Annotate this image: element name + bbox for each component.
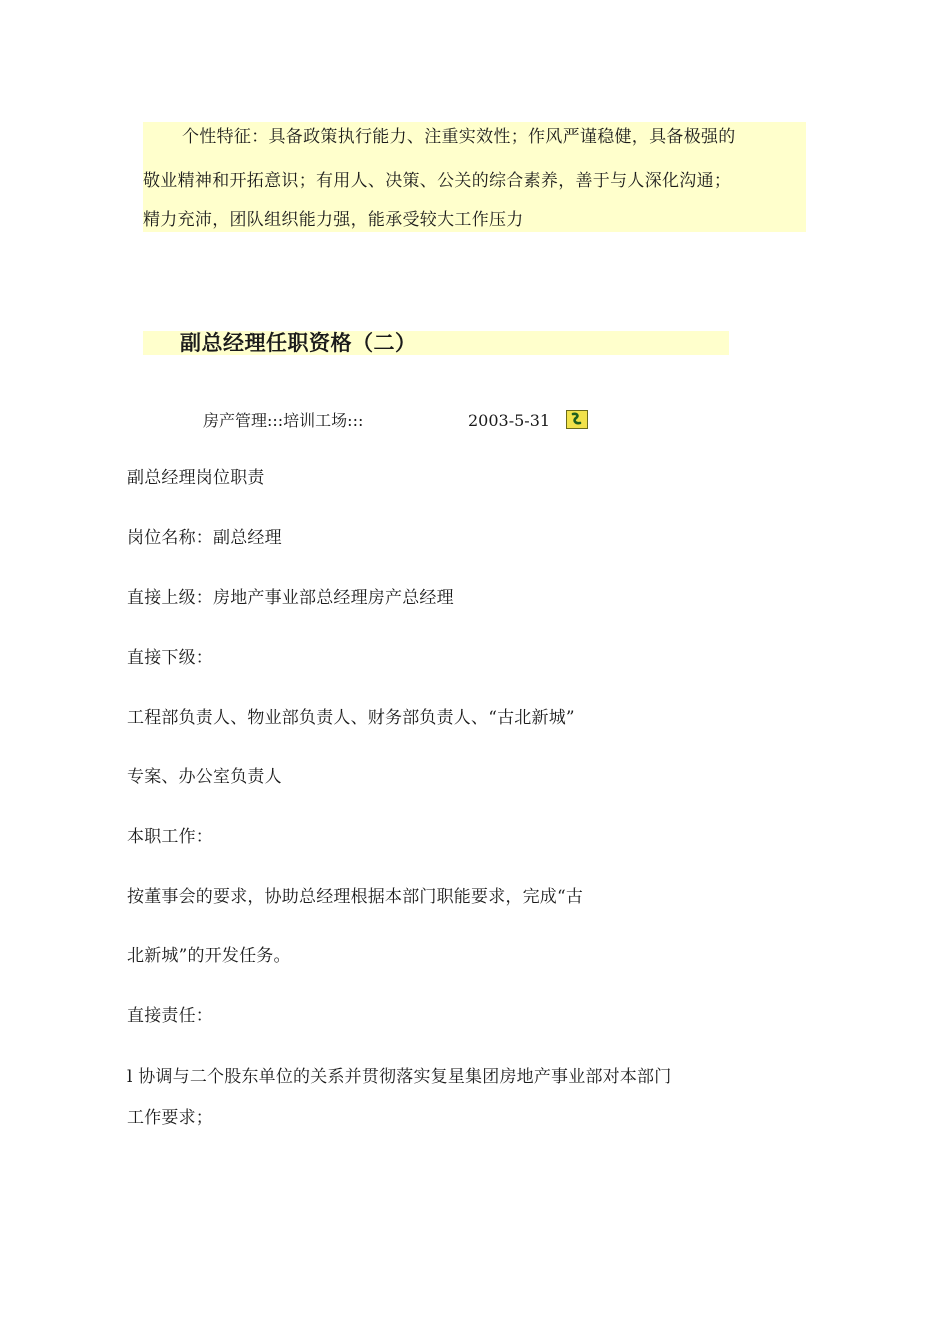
intro-line-1: 个性特征：具备政策执行能力、注重实效性；作风严谨稳健，具备极强的 <box>182 127 736 147</box>
body-line: 工程部负责人、物业部负责人、财务部负责人、“古北新城” <box>127 708 575 728</box>
intro-line-3: 精力充沛，团队组织能力强，能承受较大工作压力 <box>143 210 524 230</box>
body-line: 直接责任： <box>127 1006 213 1026</box>
body-line: 副总经理岗位职责 <box>127 468 265 488</box>
body-line: 按董事会的要求，协助总经理根据本部门职能要求，完成“古 <box>127 887 584 907</box>
body-line: 直接下级： <box>127 648 213 668</box>
body-line: 直接上级：房地产事业部总经理房产总经理 <box>127 588 454 608</box>
article-date: 2003-5-31 <box>468 411 551 430</box>
article-source: 房产管理:::培训工场::: <box>203 411 364 430</box>
body-line: 专案、办公室负责人 <box>127 767 282 787</box>
body-line: 工作要求； <box>127 1108 213 1128</box>
body-line: 岗位名称：副总经理 <box>127 528 282 548</box>
body-line: l 协调与二个股东单位的关系并贯彻落实复星集团房地产事业部对本部门 <box>127 1067 672 1087</box>
body-line: 北新城”的开发任务。 <box>127 946 291 966</box>
body-line: 本职工作： <box>127 827 213 847</box>
document-icon[interactable] <box>566 410 588 429</box>
intro-line-2: 敬业精神和开拓意识；有用人、决策、公关的综合素养，善于与人深化沟通； <box>143 171 732 191</box>
article-title: 副总经理任职资格（二） <box>180 330 417 355</box>
